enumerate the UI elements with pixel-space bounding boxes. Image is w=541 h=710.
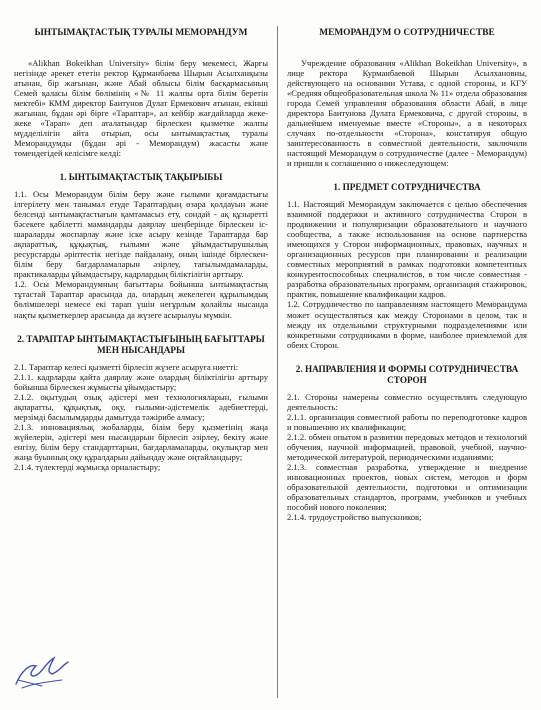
- russian-section-1-title: 1. ПРЕДМЕТ СОТРУДНИЧЕСТВА: [333, 182, 481, 193]
- russian-column: [287, 28, 527, 522]
- russian-clause-1-2: 1.2. Сотрудничество по направлениям настоящего Меморандума может осуществляться как между Сторонами в целом, так и между их отдельными структурными подразделениями или конкретными сотрудниками в форме, наиболее приемлемой для обеих Сторон.: [287, 299, 527, 350]
- kazakh-clause-2-1-2: 2.1.2. оқытудың озық әдістері мен технологияларын, ғылыми ақпаратты, құқықтық, оқу, ғылыми-әдістемелік әдебиеттерді, мерзімді басылымдарды дамытуда тәжірибе алмасу;: [14, 391, 268, 422]
- column-divider: [277, 26, 278, 698]
- russian-intro: Учреждение образования «Alikhan Bokeikhan University», в лице ректора Курманбаевой Шырын Асылхановны, действующего на основании Устава, с одной стороны, и КГУ «Средняя общеобразовательная школа № 11» отдела образования города Семей управления образования области Абай, в лице директора Баитунова Дулата Ермековича, с другой стороны, в дальнейшем именуемые вместе «Стороны», а в некоторых случаях по-отдельности «Сторона», констатируя общую заинтересованность в совместной деятельности, заключили настоящий Меморандум о сотрудничестве (далее - Меморандум) и пришли к соглашению о нижеследующем:: [287, 57, 527, 168]
- handwritten-signature: [12, 640, 72, 692]
- kazakh-clause-2-1-4: 2.1.4. түлектерді жұмысқа орналастыру;: [14, 462, 161, 473]
- kazakh-intro: «Alikhan Bokeikhan University» білім беру мекемесі, Жарғы негізінде әрекет ететін ректор Құрманбаева Шырын Асылханқызы атынан, бір жағынан, және Абай облысы білім басқармасының Семей қаласы білім бөлімінің «№ 11 жалпы орта білім беретін мектебі» КММ директор Баитунов Дулат Ермекович атынан, екінші жағынан, бұдан әрі бірге «Тараптар», ал кейбір жағдайларда жеке-жеке «Тарап» деп аталатындар бірлескен қызметке жалпы мүдделілігін айта отырып, осы ынтымақтастық туралы Меморандумды (бұдан әрі - Меморандум) жасасты және төмендегідей келісімге келді:: [14, 57, 268, 158]
- russian-title: МЕМОРАНДУМ О СОТРУДНИЧЕСТВЕ: [319, 28, 495, 38]
- russian-clause-2-1-3: 2.1.3. совместная разработка, утверждение и внедрение инновационных проектов, новых систем, методов и форм образовательной деятельности, подготовки и оптимизации образовательных стандартов, программ, учебников и учебных пособий нового поколения;: [287, 462, 527, 513]
- kazakh-column: [14, 28, 268, 472]
- russian-clause-2-1: 2.1. Стороны намерены совместно осуществлять следующую деятельность:: [287, 391, 527, 412]
- kazakh-clause-2-1-3: 2.1.3. инновациялық жобаларды, білім беру қызметінің жаңа жүйелерін, әдістері мен нысандарын бірлесіп әзірлеу, бекіту және енгізу, білім беру стандарттарын, бағдарламаларды, оқулықтар мен жаңа буынның оқу құралдарын дайындау және оңтайландыру;: [14, 421, 268, 462]
- kazakh-section-1-title: 1. ЫНТЫМАҚТАСТЫҚ ТАҚЫРЫБЫ: [59, 171, 223, 182]
- kazakh-clause-2-1-1: 2.1.1. кадрларды қайта даярлау және олардың біліктілігін арттыру бойынша бірлескен жұмысты ұйымдастыру;: [14, 371, 268, 392]
- russian-clause-2-1-1: 2.1.1. организация совместной работы по переподготовке кадров и повышению их квалификации;: [287, 411, 527, 432]
- russian-section-2-title: 2. НАПРАВЛЕНИЯ И ФОРМЫ СОТРУДНИЧЕСТВА СТОРОН: [295, 363, 519, 385]
- kazakh-section-2-title: 2. ТАРАПТАР ЫНТЫМАҚТАСТЫҒЫНЫҢ БАҒЫТТАРЫ МЕН НЫСАНДАРЫ: [17, 333, 265, 355]
- kazakh-clause-2-1: 2.1. Тараптар келесі қызметті бірлесіп жүзеге асыруға ниетті:: [14, 361, 239, 372]
- russian-clause-2-1-4: 2.1.4. трудоустройство выпускников;: [287, 512, 422, 523]
- kazakh-clause-1-2: 1.2. Осы Меморандумның бағыттары бойынша ынтымақтастық тұтастай Тараптар арасында да, олардың жекелеген құрылымдық бөлімшелері немесе екі тарап үшін неғұрлым қолайлы нысанда нақты қызметкерлер арасында да жүзеге асырылуы мүмкін.: [14, 279, 268, 320]
- kazakh-clause-1-1: 1.1. Осы Меморандум білім беру және ғылыми қоғамдастығы ілгерілету мен танымал етуде Тараптардың өзара қолдауын және белсенді ынтымақтастығын қамтамасыз ету, сондай - ақ құзыретті бәсекеге қабілетті мамандарды даярлау шеңберінде бірлескен іс-шараларды жоспарлау және іске асыру кезінде Тараптарда бар ақпараттық, құқықтық, ғылыми және ұйымдастырушылық ресурстарды әріптестік негізде пайдалану, оның ішінде бірлескен-білім беру бағдарламаларын әзірлеу, тағылымдамаларды, практикаларды ұйымдастыру, кадрлардың біліктілігін арттыру.: [14, 188, 268, 280]
- russian-clause-1-1: 1.1. Настоящий Меморандум заключается с целью обеспечения взаимной поддержки и активного сотрудничества Сторон в продвижении и популяризации образовательного и научного сообщества, а также использования на основе партнерства имеющихся у Сторон информационных, правовых, научных и организационных ресурсов при планировании и реализации совместных мероприятий в рамках подготовки компетентных конкурентоспособных специалистов, в том числе совместная - разработка образовательных программ, организация стажировок, практик, повышение квалификации кадров.: [287, 199, 527, 300]
- kazakh-title: ЫНТЫМАҚТАСТЫҚ ТУРАЛЫ МЕМОРАНДУМ: [34, 28, 248, 38]
- russian-clause-2-1-2: 2.1.2. обмен опытом в развитии передовых методов и технологий обучения, научной информацией, правовой, учебной, научно-методической литературой, периодическими изданиями;: [287, 431, 527, 462]
